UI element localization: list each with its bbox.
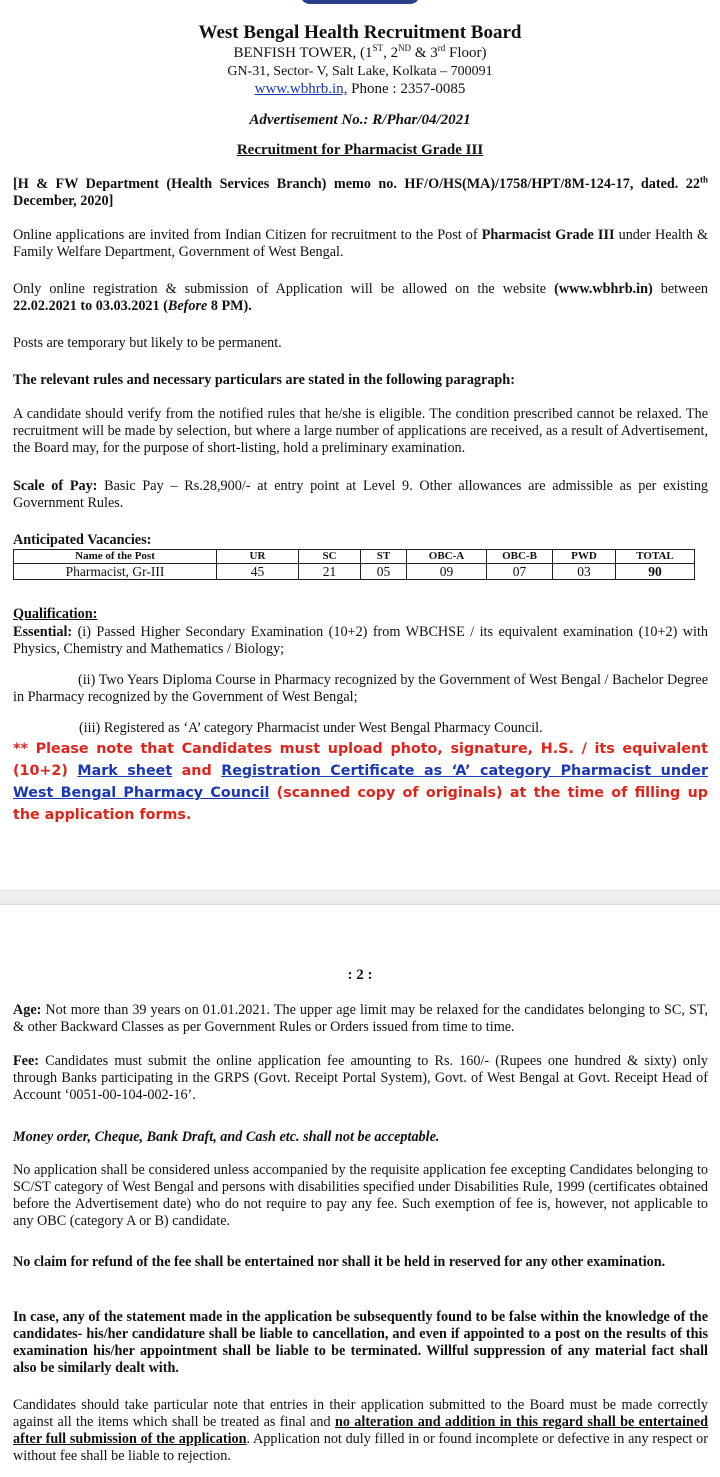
table-cell-total: 90	[616, 564, 695, 580]
vacancy-table-header	[14, 550, 695, 564]
money-order-text: Money order, Cheque, Bank Draft, and Cash etc. shall not be acceptable.	[13, 1129, 440, 1145]
header-cell: OBC-B	[487, 550, 553, 564]
header-cell: SC	[299, 550, 361, 564]
table-cell: 03	[553, 564, 616, 580]
entries-paragraph: Candidates should take particular note that entries in their application submitted to the Board must be made correctly against all the items which shall be treated as final and no alteration and addition in this regard shall be entertained after full submission of the application. Application not duly filled in or found incomplete or defective in any respect or without fee shall be liable to rejection.	[13, 1397, 708, 1464]
board-name: West Bengal Health Recruitment Board	[198, 22, 522, 43]
document-page-2	[0, 905, 720, 1477]
qualification-essential: Essential: (i) Passed Higher Secondary Examination (10+2) from WBCHSE / its equivalent examination (10+2) with Physics, Chemistry and Mathematics / Biology;	[13, 624, 708, 657]
table-row	[14, 564, 695, 580]
table-cell: 09	[407, 564, 487, 580]
qualification-item-3: (iii) Registered as ‘A’ category Pharmacist under West Bengal Pharmacy Council.	[79, 720, 543, 736]
qualification-title: Qualification:	[13, 606, 98, 622]
address-line-2: GN-31, Sector- V, Salt Lake, Kolkata – 700091	[227, 64, 493, 79]
rules-heading: The relevant rules and necessary particulars are stated in the following paragraph:	[13, 372, 515, 388]
phone: Phone : 2357-0085	[347, 81, 466, 97]
header-cell: OBC-A	[407, 550, 487, 564]
header-cell: UR	[217, 550, 299, 564]
top-edge-shape	[300, 0, 420, 4]
vacancies-title: Anticipated Vacancies:	[13, 532, 152, 548]
false-statement-paragraph: In case, any of the statement made in the application be subsequently found to be false within the knowledge of the candidates- his/her candidature shall be liable to cancellation, and even if appointed to a post on the results of this examination his/her appointment shall be liable to be terminated. Willful suppression of any material fact shall also be similarly dealt with.	[13, 1309, 708, 1376]
website-link[interactable]: www.wbhrb.in,	[254, 81, 348, 97]
upload-notice: ** Please note that Candidates must upload photo, signature, H.S. / its equivalent (10+2) Mark sheet and Registration Certificate as ‘A’ category Pharmacist under West Bengal Pharmacy Council (scanned copy of originals) at the time of filling up the application forms.	[13, 741, 709, 823]
address-line-1: BENFISH TOWER, (1ST, 2ND & 3rd Floor)	[233, 43, 487, 61]
header-cell: PWD	[553, 550, 616, 564]
registration-certificate-link: Registration Certificate as ‘A’ category Pharmacist under West Bengal Pharmacy Council	[13, 763, 709, 801]
table-cell: 07	[487, 564, 553, 580]
memo-reference: [H & FW Department (Health Services Branch) memo no. HF/O/HS(MA)/1758/HPT/8M-124-17, dated. 22th December, 2020]	[13, 174, 708, 209]
header-cell: ST	[361, 550, 407, 564]
eligibility-paragraph: A candidate should verify from the notified rules that he/she is eligible. The condition prescribed cannot be relaxed. The recruitment will be made by selection, but where a large number of applications are received, as a result of Advertisement, the Board may, for the purpose of short-listing, hold a preliminary examination.	[13, 406, 708, 456]
qualification-item-2: (ii) Two Years Diploma Course in Pharmacy recognized by the Government of West Bengal / Bachelor Degree in Pharmacy recognized by the Government of West Bengal;	[13, 672, 708, 705]
contact-line	[0, 80, 720, 98]
no-refund-paragraph: No claim for refund of the fee shall be entertained nor shall it be held in reserved for any other examination.	[13, 1254, 666, 1270]
fee-paragraph: Fee: Candidates must submit the online application fee amounting to Rs. 160/- (Rupees one hundred & sixty) only through Banks participating in the GRPS (Govt. Receipt Portal System), Govt. of West Bengal at Govt. Receipt Head of Account ‘0051-00-104-002-16’.	[13, 1053, 708, 1103]
scale-of-pay: Scale of Pay: Basic Pay – Rs.28,900/- at entry point at Level 9. Other allowances are admissible as per existing Government Rules.	[13, 478, 709, 511]
vacancy-table	[13, 549, 695, 580]
mark-sheet-link: Mark sheet	[77, 763, 173, 779]
advertisement-number: Advertisement No.: R/Phar/04/2021	[249, 112, 471, 128]
age-paragraph: Age: Not more than 39 years on 01.01.2021. The upper age limit may be relaxed for the candidates belonging to SC, ST, & other Backward Classes as per Government Rules or Orders issued from time to time.	[13, 1002, 708, 1035]
posts-temporary-text: Posts are temporary but likely to be permanent.	[13, 335, 282, 351]
table-cell: 45	[217, 564, 299, 580]
page-separator	[0, 890, 720, 905]
page-number: : 2 :	[347, 967, 373, 983]
intro-paragraph: Online applications are invited from Indian Citizen for recruitment to the Post of Pharmacist Grade III under Health & Family Welfare Department, Government of West Bengal.	[13, 227, 708, 260]
table-cell: 21	[299, 564, 361, 580]
recruitment-title: Recruitment for Pharmacist Grade III	[236, 142, 484, 158]
header-cell: Name of the Post	[14, 550, 217, 564]
table-cell: Pharmacist, Gr-III	[14, 564, 217, 580]
table-cell: 05	[361, 564, 407, 580]
registration-paragraph: Only online registration & submission of Application will be allowed on the website (www.wbhrb.in) between 22.02.2021 to 03.03.2021 (Before 8 PM).	[13, 281, 708, 314]
no-application-paragraph: No application shall be considered unless accompanied by the requisite application fee excepting Candidates belonging to SC/ST category of West Bengal and persons with disabilities specified under Disabilities Rule, 1999 (certificates obtained before the Advertisement date) who do not require to pay any fee. Such exemption of fee is, however, not applicable to any OBC (category A or B) candidate.	[13, 1162, 708, 1229]
header-cell: TOTAL	[616, 550, 695, 564]
